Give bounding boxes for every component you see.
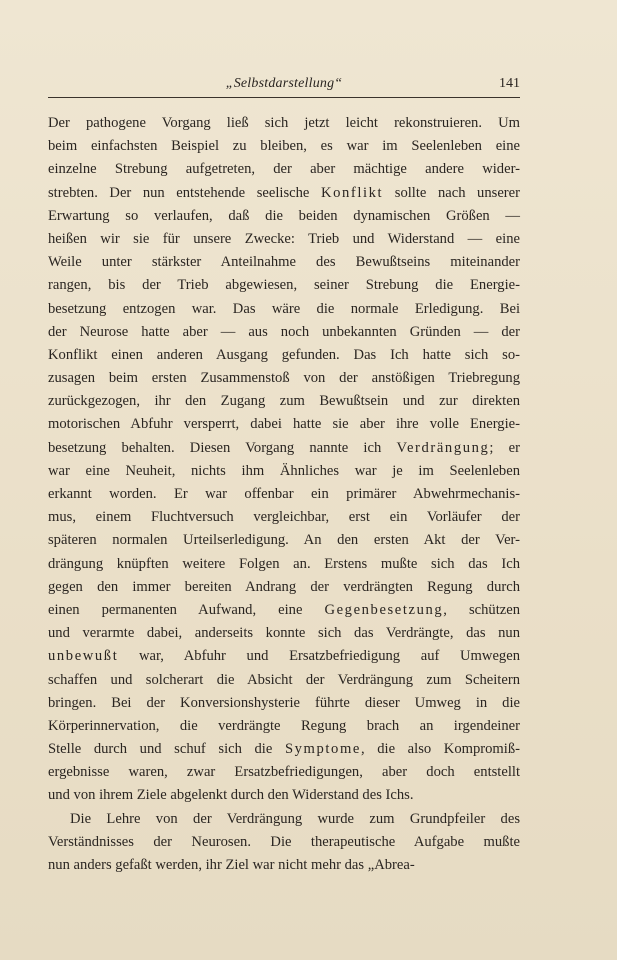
text-line: [48, 205, 520, 228]
text-line: [48, 298, 520, 321]
text-line: [48, 135, 520, 158]
text-line: [48, 182, 520, 205]
text-line: [48, 854, 520, 877]
text-segment: , die also Kompromiß-: [360, 741, 520, 758]
text-line: [48, 553, 520, 576]
text-line: [48, 669, 520, 692]
text-segment: rangen, bis der Trieb abgewiesen, seiner Strebung die Energie-: [48, 277, 520, 294]
header-rule: [48, 97, 520, 98]
spaced-emphasis: Symptome: [284, 741, 361, 758]
text-segment: und von ihrem Ziele abgelenkt durch den Widerstand des Ichs.: [48, 787, 414, 804]
text-line: [48, 761, 520, 784]
text-segment: nun anders gefaßt werden, ihr Ziel war nicht mehr das „Abrea-: [48, 857, 415, 873]
text-line: [48, 483, 520, 506]
text-line: [48, 321, 520, 344]
text-line: [48, 251, 520, 274]
text-segment: bringen. Bei der Konversionshysterie führte dieser Umweg in die: [48, 694, 520, 711]
text-line: [48, 158, 520, 181]
spaced-emphasis: Konflikt: [320, 184, 384, 201]
text-line: [48, 390, 520, 413]
page-number: 141: [499, 76, 520, 91]
text-line: [48, 112, 520, 135]
text-segment: Erwartung so verlaufen, daß die beiden dynamischen Größen —: [48, 207, 520, 224]
text-segment: gegen den immer bereiten Andrang der verdrängten Regung durch: [48, 578, 520, 595]
text-segment: ergebnisse waren, zwar Ersatzbefriedigungen, aber doch entstellt: [48, 764, 520, 781]
paragraph-1: [48, 112, 520, 808]
spaced-emphasis: Gegenbesetzung: [324, 601, 444, 618]
text-segment: strebten. Der nun entstehende seelische: [48, 184, 321, 201]
text-segment: zurückgezogen, ihr den Zugang zum Bewußtsein und zur direkten: [48, 393, 520, 410]
text-segment: Der pathogene Vorgang ließ sich jetzt leicht rekonstruieren. Um: [48, 115, 520, 131]
text-line: [48, 645, 520, 668]
running-title: „Selbstdarstellung“: [225, 76, 343, 91]
text-line: [48, 529, 520, 552]
text-line: [48, 413, 520, 436]
text-line: [48, 576, 520, 599]
text-line: [48, 344, 520, 367]
text-segment: Körperinnervation, die verdrängte Regung brach an irgendeiner: [48, 717, 520, 734]
text-segment: besetzung entzogen war. Das wäre die normale Erledigung. Bei: [48, 300, 520, 317]
text-segment: Weile unter stärkster Anteilnahme des Bewußtseins miteinander: [48, 254, 520, 271]
text-line: [48, 831, 520, 854]
paragraph-2: [48, 808, 520, 878]
text-segment: war, Abfuhr und Ersatzbefriedigung auf Umwegen: [118, 648, 520, 665]
text-line: [48, 715, 520, 738]
text-line: [48, 808, 520, 831]
text-segment: der Neurose hatte aber — aus noch unbekannten Gründen — der: [48, 323, 520, 340]
text-segment: drängung knüpften weitere Folgen an. Erstens mußte sich das Ich: [48, 555, 520, 572]
text-segment: erkannt worden. Er war offenbar ein primärer Abwehrmechanis-: [48, 486, 520, 502]
text-line: [48, 367, 520, 390]
text-segment: Konflikt einen anderen Ausgang gefunden. Das Ich hatte sich so-: [48, 346, 520, 363]
text-line: [48, 622, 520, 645]
text-segment: zusagen beim ersten Zusammenstoß von der anstößigen Triebregung: [48, 370, 520, 387]
text-segment: Die Lehre von der Verdrängung wurde zum Grundpfeiler des: [70, 810, 520, 827]
text-segment: motorischen Abfuhr versperrt, dabei hatte sie aber ihre volle Energie-: [48, 416, 520, 433]
text-line: [48, 506, 520, 529]
text-segment: beim einfachsten Beispiel zu bleiben, es war im Seelenleben eine: [48, 138, 520, 155]
text-segment: einen permanenten Aufwand, eine: [48, 601, 325, 618]
text-segment: heißen wir sie für unsere Zwecke: Trieb und Widerstand — eine: [48, 230, 520, 247]
text-segment: besetzung behalten. Diesen Vorgang nannte ich: [48, 439, 397, 456]
body-text: [48, 112, 520, 877]
text-line: [48, 599, 520, 622]
text-line: [48, 692, 520, 715]
text-line: [48, 228, 520, 251]
spaced-emphasis: Verdrängung: [396, 439, 490, 456]
text-segment: sollte nach unserer: [383, 184, 520, 201]
text-line: [48, 460, 520, 483]
text-segment: einzelne Strebung aufgetreten, der aber mächtige andere wider-: [48, 161, 520, 178]
spaced-emphasis: unbewußt: [48, 648, 119, 665]
text-segment: schaffen und solcherart die Absicht der Verdrängung zum Scheitern: [48, 671, 520, 688]
text-line: [48, 784, 520, 807]
text-segment: Verständnisses der Neurosen. Die therapeutische Aufgabe mußte: [48, 833, 520, 850]
text-line: [48, 437, 520, 460]
text-segment: späteren normalen Urteilserledigung. An den ersten Akt der Ver-: [48, 532, 520, 549]
text-line: [48, 738, 520, 761]
text-segment: Stelle durch und schuf sich die: [48, 741, 285, 758]
text-line: [48, 274, 520, 297]
page-header: [48, 76, 520, 96]
text-segment: , schützen: [443, 601, 521, 618]
text-segment: ; er: [489, 439, 520, 456]
text-segment: und verarmte dabei, anderseits konnte sich das Verdrängte, das nun: [48, 625, 520, 642]
text-segment: war eine Neuheit, nichts ihm Ähnliches war je im Seelenleben: [48, 462, 520, 479]
text-segment: mus, einem Fluchtversuch vergleichbar, erst ein Vorläufer der: [48, 509, 520, 526]
